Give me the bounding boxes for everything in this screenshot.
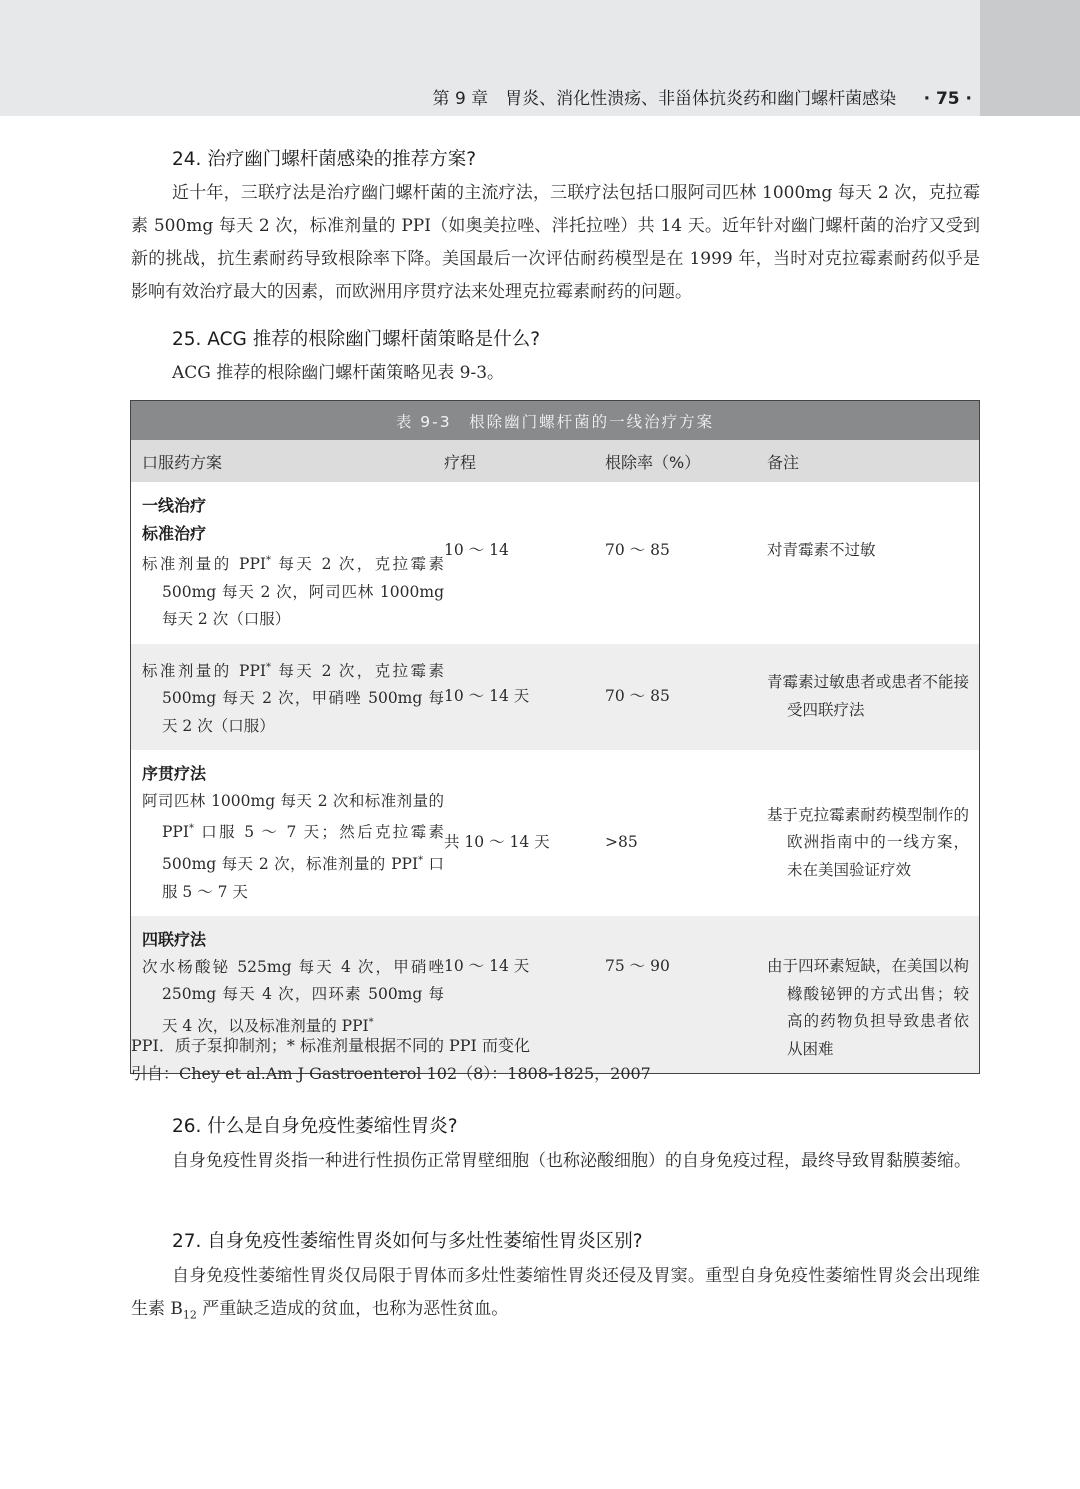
note-cell: 青霉素过敏患者或患者不能接受四联疗法 <box>767 673 969 719</box>
course-cell: 10 ～ 14 <box>444 541 509 559</box>
regimen-cell: 阿司匹林 1000mg 每天 2 次和标准剂量的 PPI* 口服 5 ～ 7 天；然后克拉霉素 500mg 每天 2 次，标准剂量的 PPI* 口服 5 ～ 7 天 <box>142 791 444 901</box>
section-label: 一线治疗 <box>142 496 207 515</box>
header-edge-tab <box>980 0 1080 116</box>
regimen-cell: 标准剂量的 PPI* 每天 2 次，克拉霉素 500mg 每天 2 次，甲硝唑 500mg 每天 2 次（口服） <box>142 661 444 735</box>
section-label: 序贯疗法 <box>142 764 207 784</box>
note-cell: 由于四环素短缺，在美国以枸橼酸铋钾的方式出售；较高的药物负担导致患者依从困难 <box>767 957 969 1058</box>
table-row <box>131 644 980 751</box>
note-cell: 对青霉素不过敏 <box>767 541 876 559</box>
course-cell: 10 ～ 14 天 <box>444 916 605 1074</box>
table-caption: 表 9-3 根除幽门螺杆菌的一线治疗方案 <box>131 401 980 441</box>
course-cell: 10 ～ 14 天 <box>444 644 605 751</box>
question-27-title: 27. 自身免疫性萎缩性胃炎如何与多灶性萎缩性胃炎区别? <box>172 1231 643 1252</box>
page-header <box>0 0 1080 116</box>
question-26-answer: 自身免疫性胃炎指一种进行性损伤正常胃壁细胞（也称泌酸细胞）的自身免疫过程，最终导致胃黏膜萎缩。 <box>172 1151 971 1171</box>
rate-cell: 70 ～ 85 <box>605 541 670 559</box>
header-regimen: 口服药方案 <box>131 440 445 482</box>
question-27-answer: 自身免疫性萎缩性胃炎仅局限于胃体而多灶性萎缩性胃炎还侵及胃窦。重型自身免疫性萎缩性胃炎会出现维生素 $B_{12}$ 严重缺乏造成的贫血，也称为恶性贫血。 <box>131 1266 980 1322</box>
rate-cell: 75 ～ 90 <box>605 916 767 1074</box>
table-footnote: PPI．质子泵抑制剂；* 标准剂量根据不同的 PPI 而变化 <box>131 1036 530 1055</box>
running-head <box>433 84 972 109</box>
chapter-title: 第 9 章 胃炎、消化性溃疡、非甾体抗炎药和幽门螺杆菌感染 <box>432 89 897 109</box>
header-note: 备注 <box>767 440 980 482</box>
question-24-title: 24. 治疗幽门螺杆菌感染的推荐方案? <box>172 149 477 170</box>
table-header-row <box>131 440 980 482</box>
rate-cell: 70 ～ 85 <box>605 644 767 751</box>
table-row <box>131 482 980 644</box>
question-25-title: 25. ACG 推荐的根除幽门螺杆菌策略是什么? <box>172 329 541 350</box>
header-rate: 根除率（%） <box>605 440 767 482</box>
treatment-table <box>130 400 980 1074</box>
table-row <box>131 750 980 916</box>
table-source: 引自：Chey et al.Am J Gastroenterol 102（8）：1808-1825，2007 <box>131 1064 651 1083</box>
header-course: 疗程 <box>444 440 605 482</box>
section-sublabel: 标准治疗 <box>142 523 207 543</box>
rate-cell: >85 <box>605 833 638 852</box>
regimen-cell: 次水杨酸铋 525mg 每天 4 次，甲硝唑 250mg 每天 4 次，四环素 500mg 每天 4 次，以及标准剂量的 PPI* <box>142 957 444 1035</box>
question-24-answer: 近十年，三联疗法是治疗幽门螺杆菌的主流疗法，三联疗法包括口服阿司匹林 1000mg 每天 2 次，克拉霉素 500mg 每天 2 次，标准剂量的 PPI（如奥美拉唑、泮托拉唑）共 14 天。近年针对幽门螺杆菌的治疗又受到新的挑战，抗生素耐药导致根除率下降。美国最后一次评估耐药模型是在 1999 年，当时对克拉霉素耐药似乎是影响有效治疗最大的因素，而欧洲用序贯疗法来处理克拉霉素耐药的问题。 <box>131 183 980 302</box>
question-26-title: 26. 什么是自身免疫性萎缩性胃炎? <box>172 1116 458 1137</box>
regimen-cell: 标准剂量的 PPI* 每天 2 次，克拉霉素 500mg 每天 2 次，阿司匹林 1000mg 每天 2 次（口服） <box>142 555 444 629</box>
course-cell: 共 10 ～ 14 天 <box>444 833 550 852</box>
section-label: 四联疗法 <box>142 930 207 950</box>
question-25-answer: ACG 推荐的根除幽门螺杆菌策略见表 9-3。 <box>172 363 505 383</box>
note-cell: 基于克拉霉素耐药模型制作的欧洲指南中的一线方案，未在美国验证疗效 <box>767 805 969 879</box>
page-number: · 75 · <box>923 89 972 109</box>
